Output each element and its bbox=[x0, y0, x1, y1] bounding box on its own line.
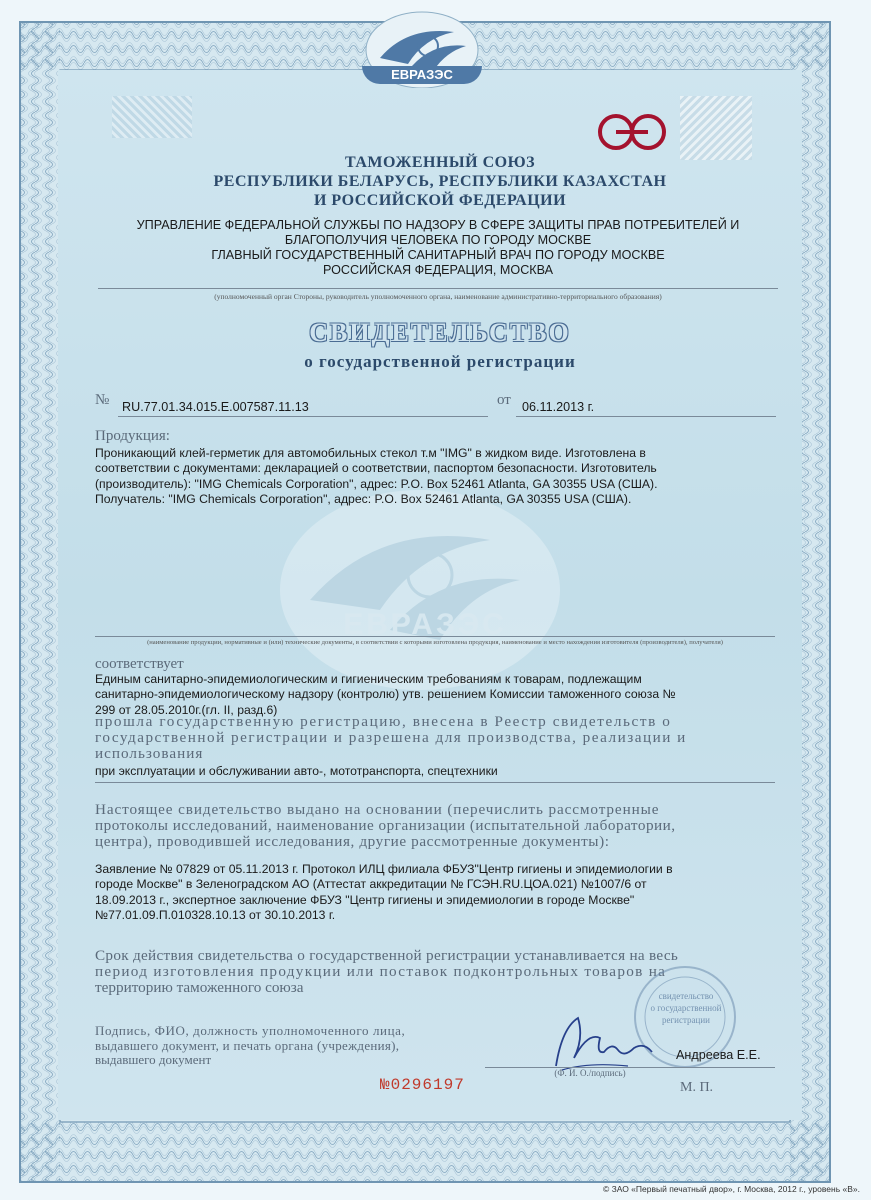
signature-label-3: выдавшего документ bbox=[95, 1052, 212, 1067]
conformity-text bbox=[95, 672, 775, 718]
watermark-label: ЕВРАЗЭС bbox=[343, 608, 507, 641]
product-line-1: Проникающий клей-герметик для автомобильных стекол т.м "IMG" в жидком виде. Изготовлена в bbox=[95, 446, 646, 460]
validity-line-3: территорию таможенного союза bbox=[95, 979, 304, 996]
header-line-2: РЕСПУБЛИКИ БЕЛАРУСЬ, РЕСПУБЛИКИ КАЗАХСТАН bbox=[213, 173, 667, 190]
stamp-line-2: о государственной bbox=[650, 1003, 722, 1013]
basis-line-1: Настоящее свидетельство выдано на основании (перечислить рассмотренные bbox=[95, 801, 660, 818]
product-label: Продукция: bbox=[95, 428, 170, 444]
conformity-line-1: Единым санитарно-эпидемиологическим и гигиеническим требованиям к товарам, подлежащим bbox=[95, 672, 642, 686]
validity-line-1: Срок действия свидетельства о государственной регистрации устанавливается на весь bbox=[95, 947, 679, 964]
union-header bbox=[120, 153, 760, 210]
signature-label-2: выдавшего документ, и печать органа (учреждения), bbox=[95, 1037, 400, 1053]
basis-line-2: протоколы исследований, наименование организации (испытательной лаборатории, bbox=[95, 817, 676, 834]
registered-line-2: государственной регистрации и разрешена для производства, реализации и bbox=[95, 729, 687, 746]
basis-doc-1: Заявление № 07829 от 05.11.2013 г. Протокол ИЛЦ филиала ФБУЗ"Центр гигиены и эпидемиологии в bbox=[95, 862, 673, 876]
usage-scope: при эксплуатации и обслуживании авто-, мототранспорта, спецтехники bbox=[95, 764, 498, 778]
authority-line-4: РОССИЙСКАЯ ФЕДЕРАЦИЯ, МОСКВА bbox=[322, 263, 554, 277]
seal-place-label: М. П. bbox=[680, 1080, 714, 1095]
product-line-4: Получатель: "IMG Chemicals Corporation", адрес: P.O. Box 52461 Atlanta, GA 30355 USA (США). bbox=[95, 492, 632, 507]
authority-line-3: ГЛАВНЫЙ ГОСУДАРСТВЕННЫЙ САНИТАРНЫЙ ВРАЧ ПО ГОРОДУ МОСКВЕ bbox=[211, 248, 665, 262]
product-underline bbox=[95, 636, 775, 637]
date-label: от bbox=[497, 392, 511, 408]
number-underline bbox=[118, 416, 488, 417]
security-hologram-left bbox=[112, 96, 192, 138]
header-line-3: И РОССИЙСКОЙ ФЕДЕРАЦИИ bbox=[313, 192, 567, 209]
printer-imprint: © ЗАО «Первый печатный двор», г. Москва, 2012 г., уровень «В». bbox=[602, 1184, 860, 1194]
conformity-label: соответствует bbox=[95, 656, 184, 672]
product-line-2: соответствии с документами: декларацией о соответствии, паспортом безопасности. Изготовитель bbox=[95, 461, 657, 476]
number-label: № bbox=[95, 392, 110, 408]
eurasec-emblem bbox=[362, 8, 482, 88]
date-underline bbox=[516, 416, 776, 417]
registration-number: RU.77.01.34.015.Е.007587.11.13 bbox=[122, 400, 309, 414]
authority-caption: (уполномоченный орган Стороны, руководитель уполномоченного органа, наименование административно-территориального образования) bbox=[214, 292, 662, 301]
validity-line-2: период изготовления продукции или поставок подконтрольных товаров на bbox=[95, 963, 667, 980]
basis-line-3: центра), проводившей исследования, другие рассмотренные документы): bbox=[95, 833, 610, 850]
document-title: СВИДЕТЕЛЬСТВО bbox=[309, 318, 571, 347]
stamp-line-3: регистрации bbox=[662, 1015, 710, 1025]
signature-caption: (Ф. И. О./подпись) bbox=[554, 1068, 626, 1078]
authority-underline bbox=[98, 288, 778, 289]
basis-doc-3: 18.09.2013 г., экспертное заключение ФБУЗ "Центр гигиены и эпидемиологии в городе Москве" bbox=[95, 892, 635, 907]
se-mark-icon bbox=[596, 112, 668, 152]
basis-doc-4: №77.01.09.П.010328.10.13 от 30.10.2013 г. bbox=[95, 908, 336, 923]
basis-doc-2: городе Москве" в Зеленоградском АО (Аттестат аккредитации № ГСЭН.RU.ЦОА.021) №1007/6 от bbox=[95, 877, 647, 892]
product-caption: (наименование продукции, нормативные и (или) технические документы, в соответствии с которыми изготовлена продукция, наименование и место нахождения изготовителя (производителя), получателя) bbox=[147, 639, 723, 646]
stamp-text bbox=[650, 990, 722, 1026]
product-description bbox=[95, 446, 775, 508]
signatory-name: Андреева Е.Е. bbox=[676, 1048, 761, 1062]
registered-line-1: прошла государственную регистрацию, внесена в Реестр свидетельств о bbox=[95, 713, 672, 730]
signature-label bbox=[95, 1024, 465, 1068]
registered-line-3: использования bbox=[95, 745, 204, 762]
stamp-line-1: свидетельство bbox=[658, 991, 714, 1001]
watermark-emblem bbox=[270, 480, 570, 700]
serial-number: №0296197 bbox=[380, 1076, 465, 1094]
header-line-1: ТАМОЖЕННЫЙ СОЮЗ bbox=[344, 154, 536, 171]
basis-documents bbox=[95, 862, 775, 924]
security-hologram-right bbox=[680, 96, 752, 160]
registration-date: 06.11.2013 г. bbox=[522, 400, 595, 414]
document-subtitle: о государственной регистрации bbox=[304, 352, 576, 371]
signature-label-1: Подпись, ФИО, должность уполномоченного лица, bbox=[95, 1023, 406, 1038]
conformity-line-2: санитарно-эпидемиологическому надзору (контролю) утв. решением Комиссии таможенного союза № bbox=[95, 687, 676, 702]
product-line-3: (производитель): "IMG Chemicals Corporation", адрес: P.O. Box 52461 Atlanta, GA 30355 USA (США). bbox=[95, 476, 658, 491]
conformity-mark bbox=[596, 112, 668, 152]
scope-underline bbox=[95, 782, 775, 783]
authority-line-1: УПРАВЛЕНИЕ ФЕДЕРАЛЬНОЙ СЛУЖБЫ ПО НАДЗОРУ В СФЕРЕ ЗАЩИТЫ ПРАВ ПОТРЕБИТЕЛЕЙ И bbox=[136, 218, 740, 232]
emblem-label: ЕВРАЗЭС bbox=[362, 66, 482, 84]
conformity-line-3: 299 от 28.05.2010г.(гл. II, разд.6) bbox=[95, 702, 278, 717]
authority-block bbox=[98, 218, 778, 278]
authority-line-2: БЛАГОПОЛУЧИЯ ЧЕЛОВЕКА ПО ГОРОДУ МОСКВЕ bbox=[284, 233, 592, 247]
registration-statement bbox=[95, 714, 775, 762]
basis-statement bbox=[95, 802, 775, 850]
